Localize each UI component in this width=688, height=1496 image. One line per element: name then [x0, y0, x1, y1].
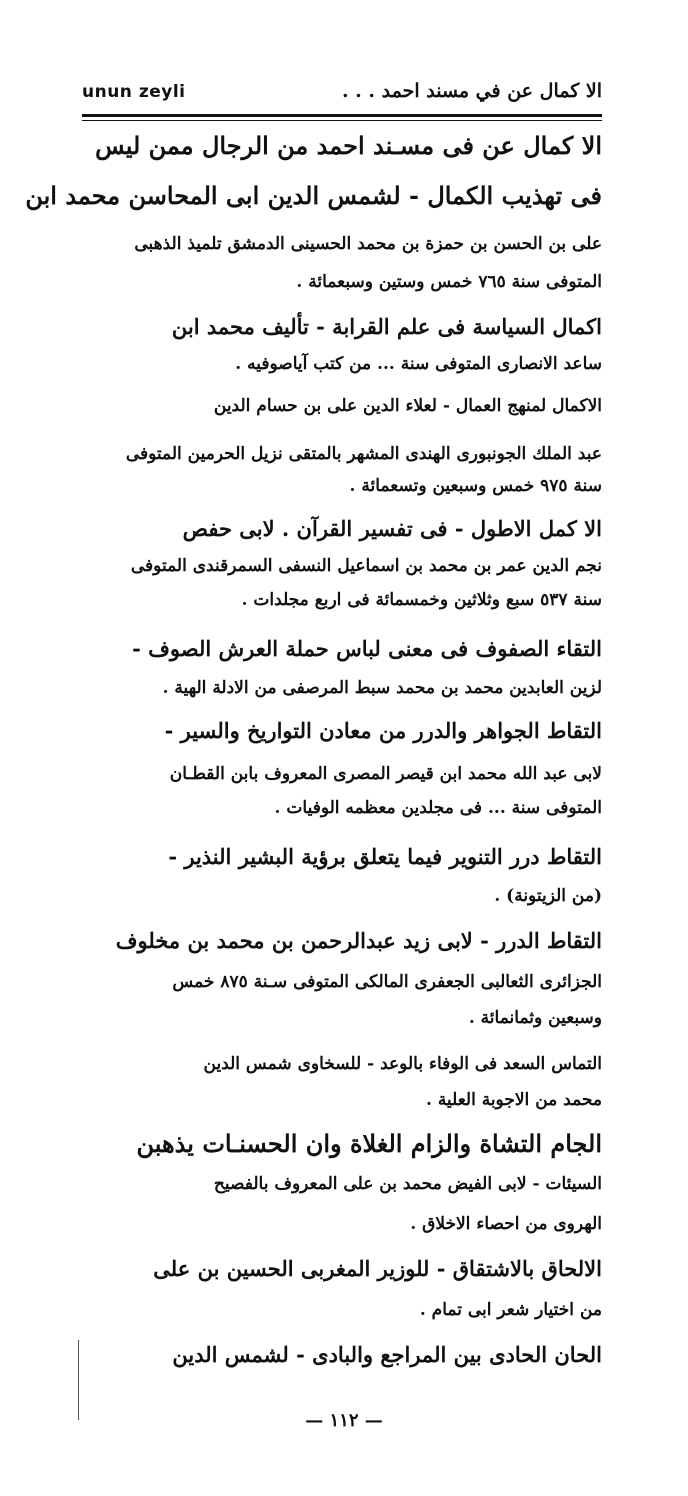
header-left-text: unun zeyli: [82, 82, 186, 102]
text-line: الهروى من احصاء الاخلاق .: [410, 1214, 602, 1234]
text-line: الاكمال لمنهج العمال - لعلاء الدين على بن حسام الدين: [213, 396, 602, 416]
header-right-text: الا كمال عن في مسند احمد . . .: [341, 80, 602, 102]
text-line: الجام التشاة والزام الغلاة وان الحسنـات يذهبن: [136, 1129, 602, 1158]
text-line: (من الزيتونة) .: [494, 886, 602, 906]
text-line: التقاط الدرر - لابى زيد عبدالرحمن بن محمد بن مخلوف: [115, 928, 602, 953]
text-line: التقاط درر التنوير فيما يتعلق برؤية البشير النذير -: [168, 844, 602, 869]
text-line: سنة ٥٣٧ سبع وثلاثين وخمسمائة فى اربع مجلدات .: [241, 590, 602, 610]
text-line: السيئات - لابى الفيض محمد بن على المعروف بالفصيح: [213, 1174, 602, 1194]
header-rule-thick: [82, 114, 602, 117]
margin-mark: [78, 1340, 79, 1420]
text-line: نجم الدين عمر بن محمد بن اسماعيل النسفى السمرقندى المتوفى: [130, 556, 602, 576]
body-text: [25, 122, 602, 1402]
text-line: الا كمال عن فى مسـند احمد من الرجال ممن ليس: [95, 131, 602, 160]
page-number: — ١١٢ —: [305, 1410, 383, 1431]
text-line: المتوفى سنة ... فى مجلدين معظمه الوفيات .: [274, 798, 602, 818]
running-header: [82, 78, 602, 112]
text-line: محمد من الاجوبة العلية .: [425, 1090, 602, 1110]
text-line: التقاط الجواهر والدرر من معادن التواريخ والسير -: [164, 718, 602, 743]
text-line: لزين العابدين محمد بن محمد سبط المرصفى من الادلة الهية .: [162, 678, 602, 698]
text-line: وسبعين وثمانمائة .: [468, 1008, 602, 1028]
text-line: الحان الحادى بين المراجع والبادى - لشمس الدين: [172, 1342, 602, 1367]
text-line: سنة ٩٧٥ خمس وسبعين وتسعمائة .: [349, 476, 602, 496]
text-line: فى تهذيب الكمال - لشمس الدين ابى المحاسن محمد ابن: [25, 181, 602, 210]
text-line: الا كمل الاطول - فى تفسير القرآن . لابى حفص: [182, 516, 602, 541]
text-line: الجزائرى الثعالبى الجعفرى المالكى المتوفى سـنة ٨٧٥ خمس: [172, 972, 602, 992]
text-line: التماس السعد فى الوفاء بالوعد - للسخاوى شمس الدين: [203, 1054, 602, 1074]
text-line: المتوفى سنة ٧٦٥ خمس وستين وسبعمائة .: [296, 272, 602, 292]
text-line: لابى عبد الله محمد ابن قيصر المصرى المعروف بابن القطـان: [169, 764, 602, 784]
text-line: من اختيار شعر ابى تمام .: [419, 1300, 602, 1320]
header-rule-thin: [82, 120, 602, 121]
text-line: التقاء الصفوف فى معنى لباس حملة العرش الصوف -: [132, 636, 602, 661]
text-line: على بن الحسن بن حمزة بن محمد الحسينى الدمشق تلميذ الذهبى: [134, 234, 602, 254]
text-line: الالحاق بالاشتقاق - للوزير المغربى الحسين بن على: [153, 1256, 602, 1281]
text-line: عبد الملك الجونبورى الهندى المشهر بالمتقى نزيل الحرمين المتوفى: [125, 444, 602, 464]
text-line: ساعد الانصارى المتوفى سنة ... من كتب آياصوفيه .: [235, 354, 602, 374]
text-line: اكمال السياسة فى علم القرابة - تأليف محمد ابن: [171, 314, 602, 339]
